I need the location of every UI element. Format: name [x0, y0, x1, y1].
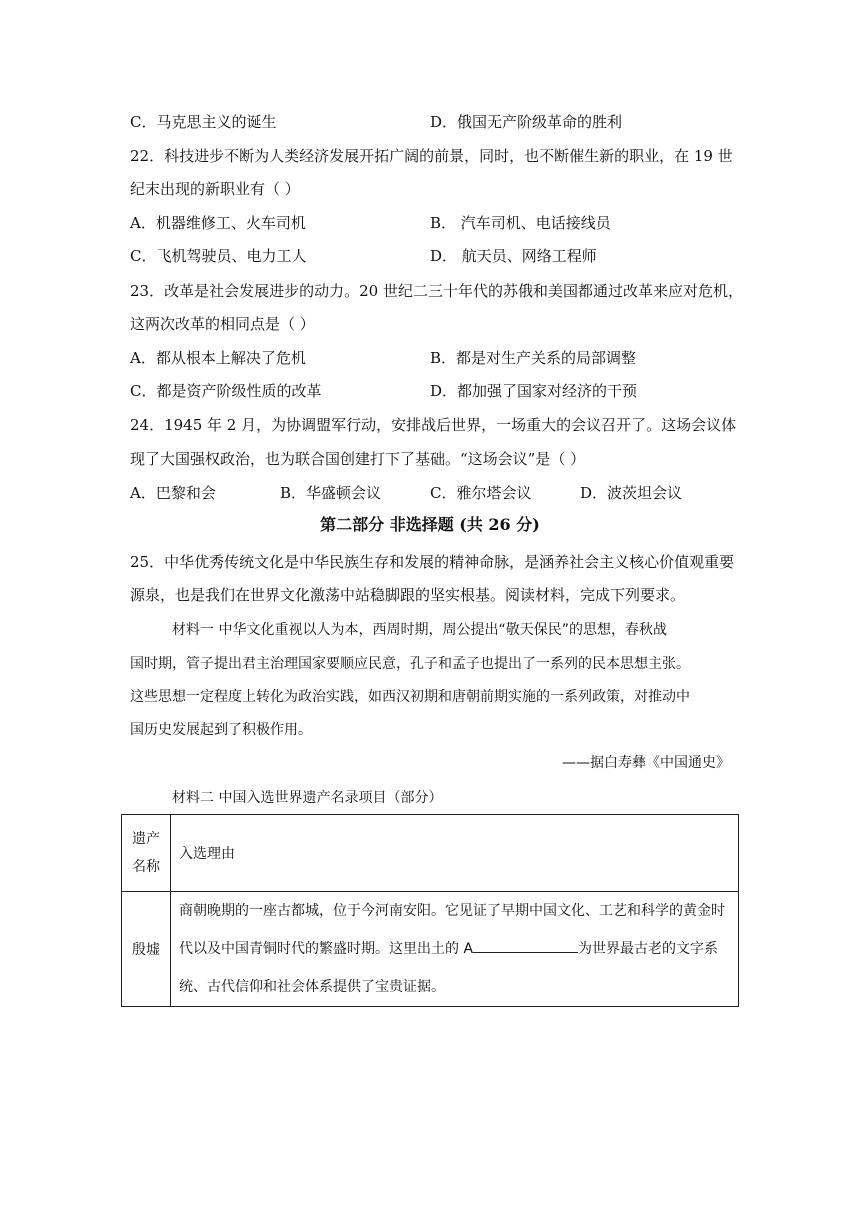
- row-heritage-name: 殷墟: [122, 892, 171, 1007]
- q22-stem-line1: 22．科技进步不断为人类经济发展开拓广阔的前景，同时，也不断催生新的职业，在 19 世: [130, 147, 733, 165]
- material1-line4: 国历史发展起到了积极作用。: [130, 722, 312, 738]
- material1-source: ——据白寿彝《中国通史》: [562, 755, 730, 771]
- section-title: 第二部分 非选择题 (共 26 分): [320, 515, 540, 534]
- q21-option-d: D．俄国无产阶级革命的胜利: [430, 113, 623, 131]
- q21-option-c: C．马克思主义的诞生: [130, 113, 277, 131]
- q22-option-c: C．飞机驾驶员、电力工人: [130, 247, 307, 265]
- q24-option-c: C．雅尔塔会议: [430, 484, 532, 502]
- q22-option-a: A．机器维修工、火车司机: [130, 214, 306, 232]
- table-row: [122, 892, 739, 1007]
- heritage-table: [121, 814, 739, 1007]
- reason-text-before: 商朝晚期的一座古都城，位于今河南安阳。它见证了早期中国文化、工艺和科学的黄金时代以及中国青铜时代的繁盛时期。这里出土的 A: [179, 903, 725, 957]
- q23-stem-line2: 这两次改革的相同点是（ ）: [130, 315, 315, 333]
- answer-blank[interactable]: [473, 937, 578, 953]
- q24-stem-line2: 现了大国强权政治，也为联合国创建打下了基础。“这场会议”是（ ）: [130, 450, 586, 468]
- q24-option-a: A．巴黎和会: [130, 484, 216, 502]
- q23-stem-line1: 23．改革是社会发展进步的动力。20 世纪二三十年代的苏俄和美国都通过改革来应对危机，: [130, 282, 743, 300]
- q25-stem-line1: 25．中华优秀传统文化是中华民族生存和发展的精神命脉，是涵养社会主义核心价值观重要: [130, 553, 735, 571]
- q22-option-b: B． 汽车司机、电话接线员: [430, 214, 611, 232]
- table-header-row: [122, 815, 739, 892]
- q24-stem-line1: 24．1945 年 2 月，为协调盟军行动，安排战后世界，一场重大的会议召开了。这场会议体: [130, 416, 737, 434]
- row-reason: [171, 892, 739, 1007]
- q22-stem-line2: 纪末出现的新职业有（ ）: [130, 180, 300, 198]
- q25-stem-line2: 源泉，也是我们在世界文化激荡中站稳脚跟的坚实根基。阅读材料，完成下列要求。: [130, 586, 686, 604]
- q24-option-d: D．波茨坦会议: [580, 484, 683, 502]
- q23-option-a: A．都从根本上解决了危机: [130, 349, 306, 367]
- header-heritage-name: 遗产名称: [122, 815, 171, 892]
- header-reason: 入选理由: [171, 815, 739, 892]
- q23-option-d: D．都加强了国家对经济的干预: [430, 382, 638, 400]
- material1-line2: 国时期，管子提出君主治理国家要顺应民意，孔子和孟子也提出了一系列的民本思想主张。: [130, 656, 690, 672]
- q24-option-b: B．华盛顿会议: [280, 484, 382, 502]
- material1-line3: 这些思想一定程度上转化为政治实践，如西汉初期和唐朝前期实施的一系列政策，对推动中: [130, 689, 690, 705]
- q23-option-c: C．都是资产阶级性质的改革: [130, 382, 322, 400]
- q23-option-b: B．都是对生产关系的局部调整: [430, 349, 637, 367]
- material1-line1: 材料一 中华文化重视以人为本，西周时期，周公提出“敬天保民”的思想，春秋战: [172, 622, 667, 638]
- material2-title: 材料二 中国入选世界遗产名录项目（部分）: [172, 790, 443, 806]
- reason-text-after: 为世界最古老的文字系统、古代信仰和社会体系提供了宝贵证据。: [179, 941, 719, 995]
- q22-option-d: D． 航天员、网络工程师: [430, 247, 597, 265]
